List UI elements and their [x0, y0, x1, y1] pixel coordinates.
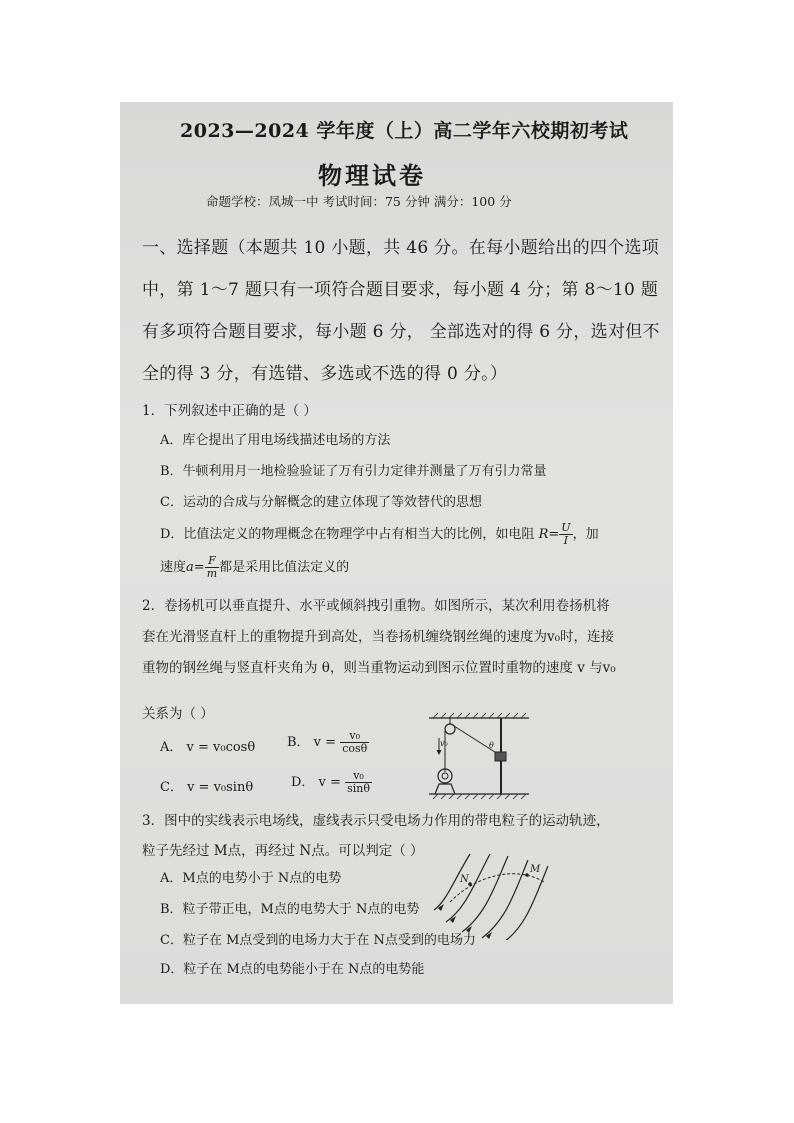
q2-line4: 关系为（ ） — [142, 706, 214, 722]
q1-d-eq: = — [548, 527, 560, 542]
q2-d-num: v₀ — [345, 770, 372, 783]
q2-d-pre: D． v = — [291, 775, 341, 790]
q2-option-a: A． v = v₀cosθ — [160, 740, 256, 755]
q3-field-figure — [432, 850, 552, 940]
section1-line3: 有多项符合题目要求，每小题 6 分， 全部选对的得 6 分，选对但不 — [142, 322, 660, 342]
q1-d-fraction-ui — [559, 522, 572, 547]
q1-option-b: B．牛顿利用月一地检验验证了万有引力定律并测量了万有引力常量 — [160, 464, 547, 479]
floor-hatch — [433, 794, 526, 799]
q2-b-fraction — [340, 730, 369, 755]
q2-line3: 重物的钢丝绳与竖直杆夹角为 θ，则当重物运动到图示位置时重物的速度 v 与v₀ — [142, 660, 616, 676]
weight-block — [495, 752, 506, 761]
q1-option-c: C．运动的合成与分解概念的建立体现了等效替代的思想 — [160, 495, 482, 510]
q1-d-r: R — [538, 527, 549, 542]
ceiling-hatch — [433, 713, 526, 718]
winch-base — [435, 784, 455, 794]
q2-option-c: C． v = v₀sinθ — [160, 780, 254, 795]
q1-d2-pre: 速度 — [160, 560, 187, 575]
fig-m-label: M — [530, 864, 541, 875]
fig-v0-label: v₀ — [440, 739, 448, 748]
q2-line2: 套在光滑竖直杆上的重物提升到高处，当卷扬机缠绕钢丝绳的速度为v₀时，连接 — [142, 629, 615, 645]
q1-d2-m: m — [206, 567, 218, 580]
q2-d-fraction — [345, 770, 372, 795]
q2-d-den: sinθ — [347, 782, 370, 795]
section1-line2: 中，第 1～7 题只有一项符合题目要求，每小题 4 分；第 8～10 题 — [142, 280, 659, 300]
exam-title: 2023—2024 学年度（上）高二学年六校期初考试 — [180, 120, 629, 142]
q3-option-a: A．M点的电势小于 N点的电势 — [160, 871, 342, 886]
q2-line1: 2．卷扬机可以垂直提升、水平或倾斜拽引重物。如图所示，某次利用卷扬机将 — [142, 598, 610, 614]
q1-d-tail: ，加 — [572, 527, 599, 542]
q3-option-d: D．粒子在 M点的电势能小于在 N点的电势能 — [160, 962, 425, 977]
q3-line2: 粒子先经过 M点，再经过 N点。可以判定（ ） — [142, 843, 424, 859]
q3-option-b: B．粒子带正电，M点的电势大于 N点的电势 — [160, 902, 420, 917]
q3-line1: 3．图中的实线表示电场线，虚线表示只受电场力作用的带电粒子的运动轨迹， — [142, 813, 610, 829]
exam-info: 命题学校：凤城一中 考试时间：75 分钟 满分：100 分 — [206, 194, 512, 209]
q2-b-num: v₀ — [340, 730, 369, 743]
q1-d2-fraction-fm — [205, 555, 219, 580]
section1-line4: 全的得 3 分，有选错、多选或不选的得 0 分。） — [142, 364, 508, 384]
q1-d2-f: F — [205, 555, 219, 568]
q2-winch-figure — [425, 710, 535, 802]
q1-d-i: I — [563, 534, 569, 547]
q2-option-b — [287, 730, 369, 755]
fig-theta-label: θ — [489, 741, 494, 750]
exam-paper — [120, 102, 673, 1004]
point-m — [525, 873, 529, 877]
q1-option-d-line2: 速度a= $\frac{F}{m}$ 都是采用比值法定义的 — [160, 554, 350, 580]
q2-option-d — [291, 770, 372, 795]
q2-b-den: cosθ — [342, 742, 368, 755]
q1-d2-a: a — [186, 560, 194, 575]
q1-option-a: A．库仑提出了用电场线描述电场的方法 — [160, 433, 391, 448]
q1-stem: 1．下列叙述中正确的是（ ） — [142, 403, 317, 419]
paper-subtitle: 物理试卷 — [318, 161, 426, 190]
q1-d2-post: 都是采用比值法定义的 — [219, 560, 350, 575]
q1-d-text: D．比值法定义的物理概念在物理学中占有相当大的比例，如电阻 — [160, 527, 535, 542]
q1-option-d — [160, 522, 599, 547]
q3-option-c: C．粒子在 M点受到的电场力大于在 N点受到的电场力 — [160, 933, 476, 948]
q1-d-u: U — [561, 521, 571, 534]
section1-line1: 一、选择题（本题共 10 小题，共 46 分。在每小题给出的四个选项 — [142, 238, 660, 258]
fig-n-label: N — [460, 874, 469, 885]
q2-b-pre: B． v = — [287, 735, 337, 750]
pulley-icon — [445, 724, 455, 734]
